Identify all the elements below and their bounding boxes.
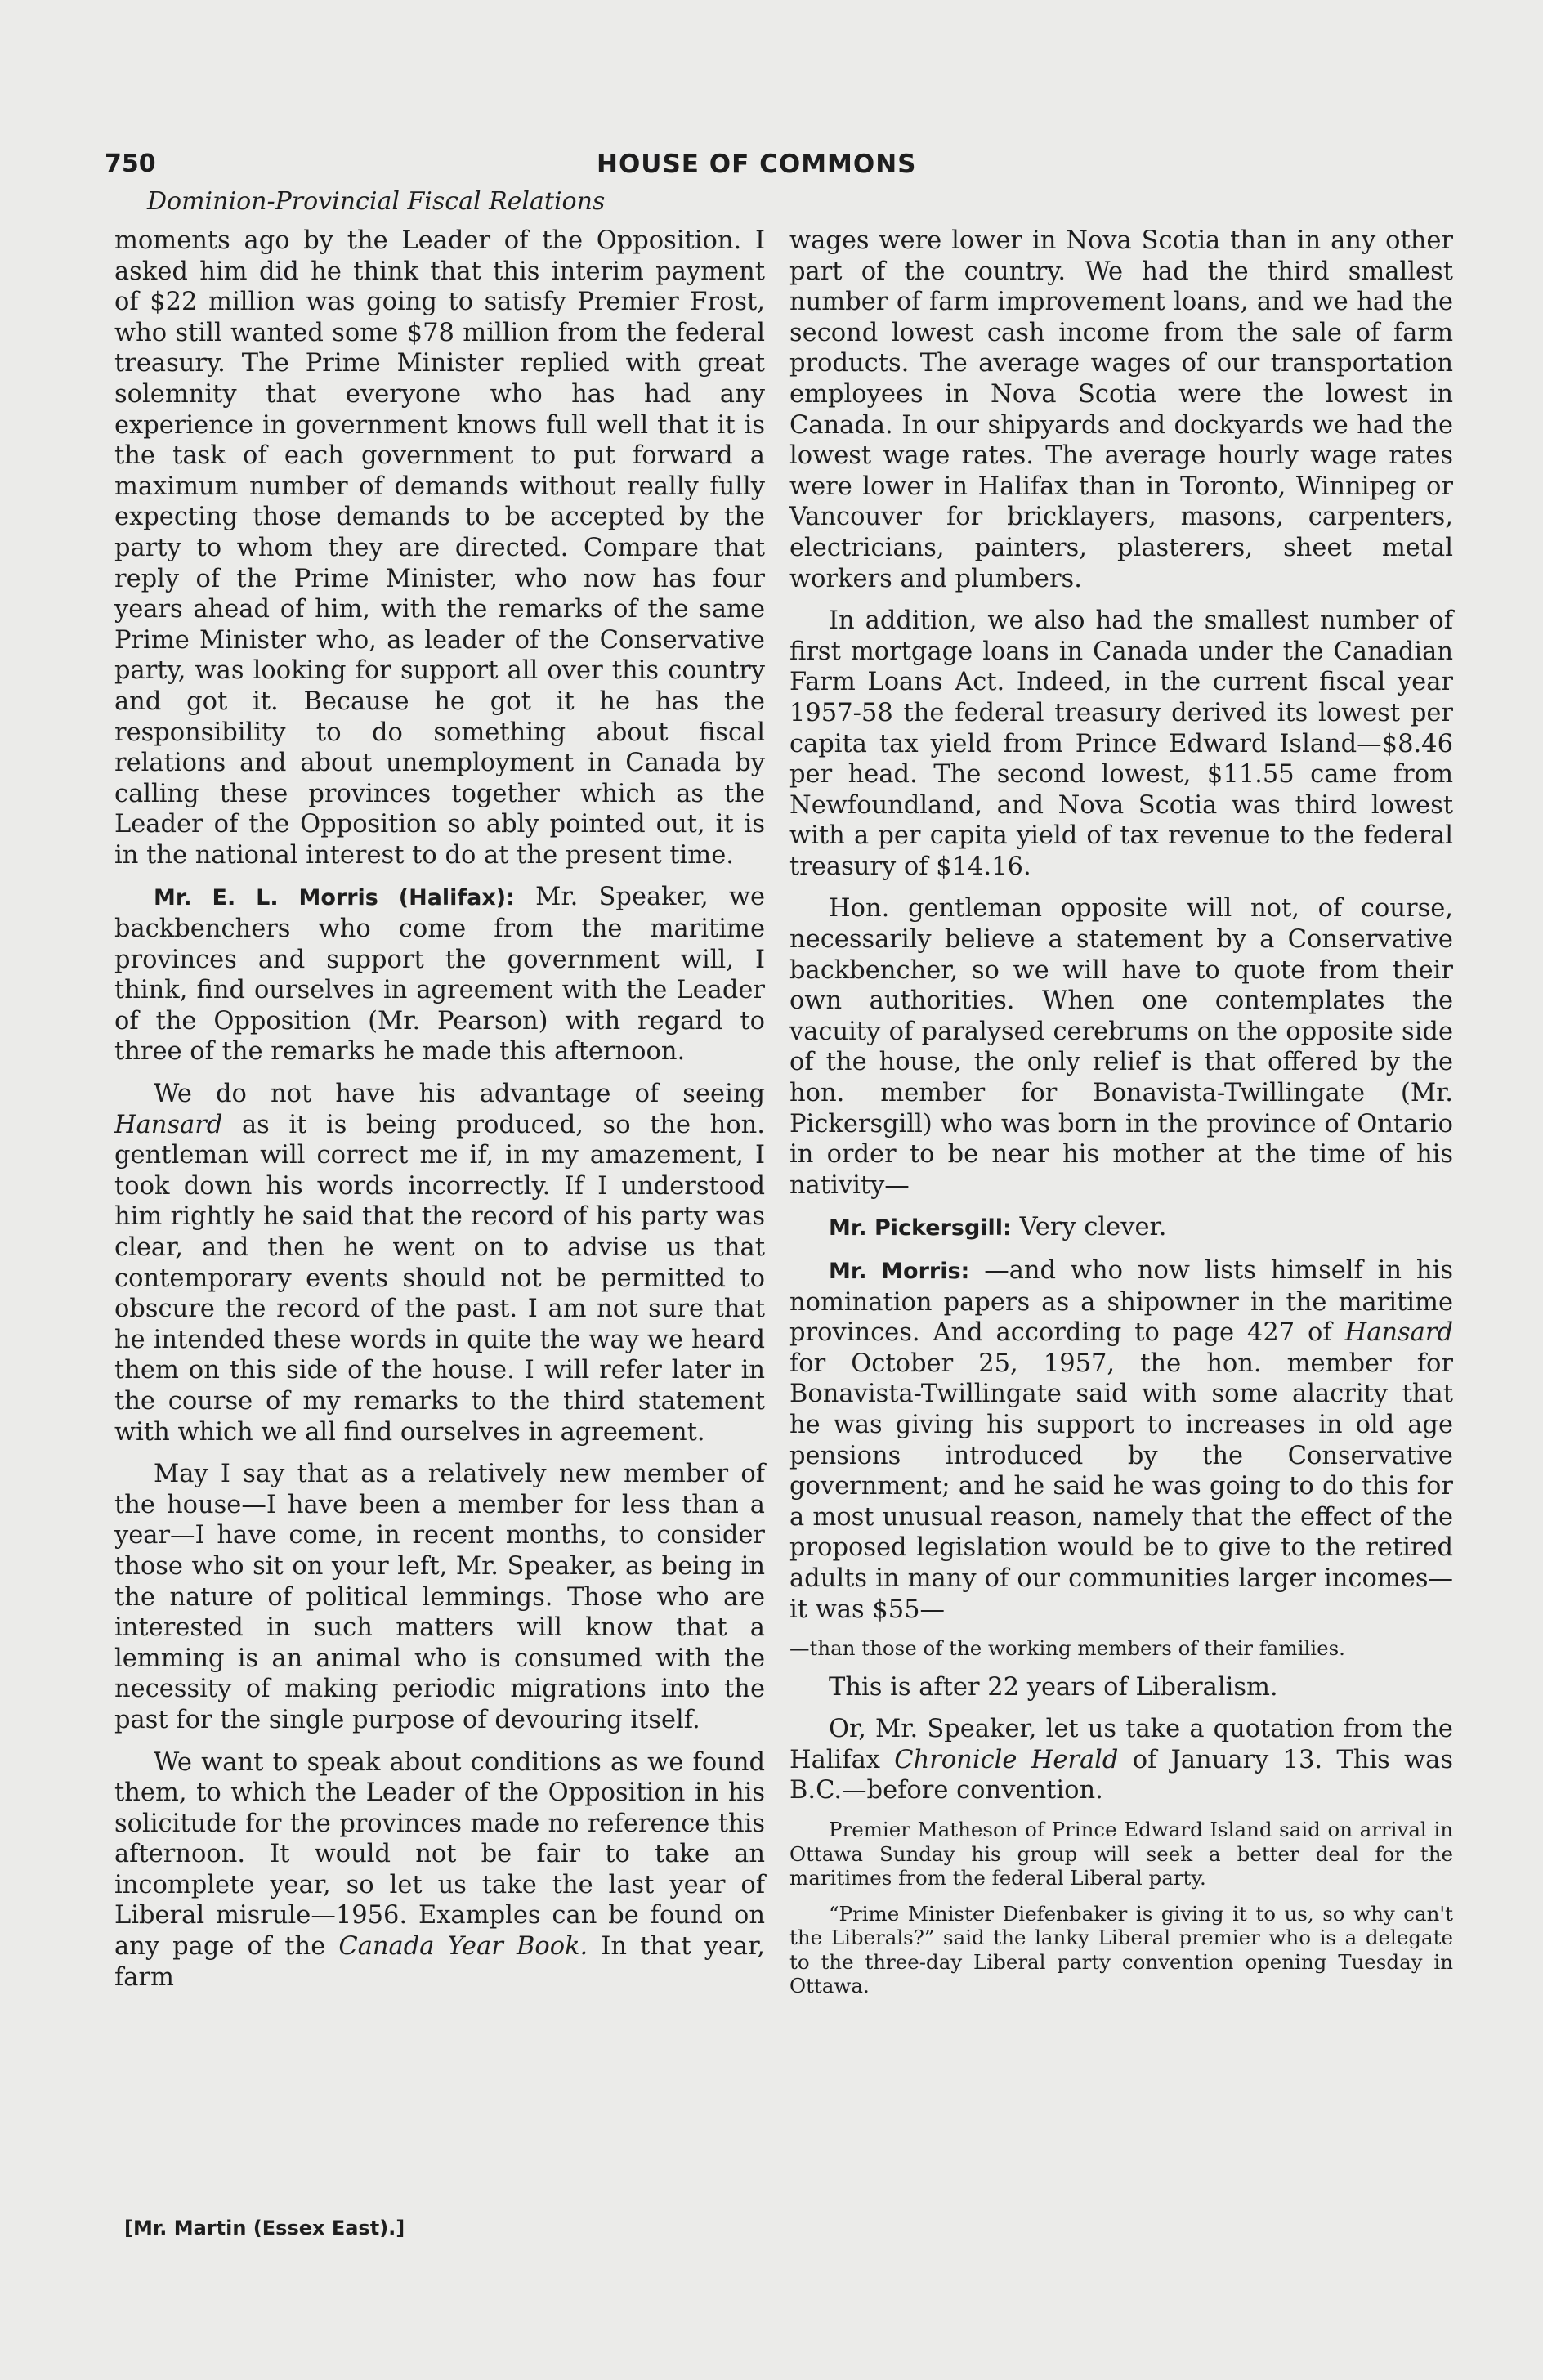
paragraph xyxy=(789,1212,1453,1244)
text-segment: as it is being produced, so the hon. gentleman will correct me if, in my amazement, I took down his words incorrectly. If I understood him rightly he said that the record of his party was clear, and then he went on to advise us that contemporary events should not be permitted to obscure the record of the past. I am not sure that he intended these words in quite the way we heard them on this side of the house. I will refer later in the course of my remarks to the third statement with which we all find ourselves in agreement. xyxy=(114,1110,765,1447)
speech-text: Very clever. xyxy=(1019,1213,1167,1242)
italic-title: Chronicle Herald xyxy=(894,1745,1119,1774)
text-segment: We do not have his advantage of seeing xyxy=(154,1080,765,1109)
text-segment: —and who now lists himself in his nomination papers as a shipowner in the maritime provinces. And according to page 427 of xyxy=(789,1256,1453,1348)
italic-title: Canada Year Book. xyxy=(338,1932,588,1962)
speaker-name: Mr. E. L. Morris (Halifax): xyxy=(154,885,515,911)
paragraph: In addition, we also had the smallest number of first mortgage loans in Canada under the Canadian Farm Loans Act. Indeed, in the current fiscal year 1957-58 the federal treasury derived its lowest per capita tax yield from Prince Edward Island—$8.46 per head. The second lowest, $11.55 came from Newfoundland, and Nova Scotia was third lowest with a per capita yield of tax revenue to the federal treasury of $14.16. xyxy=(789,606,1453,881)
paragraph: This is after 22 years of Liberalism. xyxy=(829,1672,1278,1702)
page-number: 750 xyxy=(105,150,156,178)
paragraph xyxy=(114,1079,765,1447)
speaker-footer-note: [Mr. Martin (Essex East).] xyxy=(124,2217,405,2239)
speaker-name: Mr. Pickersgill: xyxy=(829,1215,1012,1241)
paragraph xyxy=(789,1255,1453,1625)
text-segment: of January 13. This was B.C.—before convention. xyxy=(789,1745,1454,1805)
text-segment: We want to speak about conditions as we found them, to which the Leader of the Opposition in his solicitude for the provinces made no reference this afternoon. It would not be fair to take an incomplete year, so let us take the last year of Liberal misrule—1956. Examples can be found on any page of the xyxy=(114,1747,765,1962)
paragraph: wages were lower in Nova Scotia than in any other part of the country. We had the third smallest number of farm improvement loans, and we had the second lowest cash income from the sale of farm products. The average wages of our transportation employees in Nova Scotia were the lowest in Canada. In our shipyards and dockyards we had the lowest wage rates. The average hourly wage rates were lower in Halifax than in Toronto, Winnipeg or Vancouver for bricklayers, masons, carpenters, electricians, painters, plasterers, sheet metal workers and plumbers. xyxy=(789,226,1453,593)
italic-title: Hansard xyxy=(1344,1318,1453,1348)
left-column xyxy=(114,226,765,2004)
text-segment: In that year, farm xyxy=(114,1932,766,1992)
paragraph: Hon. gentleman opposite will not, of course, necessarily believe a statement by a Conservative backbencher, so we will have to quote from their own authorities. When one contemplates the vacuity of paralysed cerebrums on the opposite side of the house, the only relief is that offered by the hon. member for Bonavista-Twillingate (Mr. Pickersgill) who was born in the province of Ontario in order to be near his mother at the time of his nativity— xyxy=(789,894,1453,1200)
italic-title: Hansard xyxy=(114,1110,223,1139)
section-title: Dominion-Provincial Fiscal Relations xyxy=(147,187,606,216)
text-segment: for October 25, 1957, the hon. member for Bonavista-Twillingate said with some alacrity that he was giving his support to increases in old age pensions introduced by the Conservative government; and he said he was going to do this for a most unusual reason, namely that the effect of the proposed legislation would be to give to the retired adults in many of our communities larger incomes—it was $55— xyxy=(789,1349,1453,1624)
block-quote: —than those of the working members of their families. xyxy=(789,1636,1345,1661)
block-quote: Premier Matheson of Prince Edward Island said on arrival in Ottawa Sunday his group will seek a better deal for the maritimes from the federal Liberal party. xyxy=(789,1818,1453,1890)
paragraph xyxy=(114,1747,765,1993)
speaker-name: Mr. Morris: xyxy=(829,1259,970,1284)
text-segment: Or, Mr. Speaker, let us take a quotation from the Halifax xyxy=(789,1715,1453,1774)
running-head: HOUSE OF COMMONS xyxy=(597,150,917,179)
paragraph: moments ago by the Leader of the Opposition. I asked him did he think that this interim payment of $22 million was going to satisfy Premier Frost, who still wanted some $78 million from the federal treasury. The Prime Minister replied with great solemnity that everyone who has had any experience in government knows full well that it is the task of each government to put forward a maximum number of demands without really fully expecting those demands to be accepted by the party to whom they are directed. Compare that reply of the Prime Minister, who now has four years ahead of him, with the remarks of the same Prime Minister who, as leader of the Conservative party, was looking for support all over this country and got it. Because he got it he has the responsibility to do something about fiscal relations and about unemployment in Canada by calling these provinces together which as the Leader of the Opposition so ably pointed out, it is in the national interest to do at the present time. xyxy=(114,226,765,870)
paragraph: May I say that as a relatively new member of the house—I have been a member for less than a year—I have come, in recent months, to consider those who sit on your left, Mr. Speaker, as being in the nature of political lemmings. Those who are interested in such matters will know that a lemming is an animal who is consumed with the necessity of making periodic migrations into the past for the single purpose of devouring itself. xyxy=(114,1460,765,1734)
paragraph xyxy=(114,882,765,1067)
right-column xyxy=(789,226,1453,2010)
block-quote: “Prime Minister Diefenbaker is giving it to us, so why can't the Liberals?” said the lanky Liberal premier who is a delegate to the three-day Liberal party convention opening Tuesday in Ottawa. xyxy=(789,1901,1453,1998)
speech-text: Mr. Speaker, we backbenchers who come from the maritime provinces and support the government will, I think, find ourselves in agreement with the Leader of the Opposition (Mr. Pearson) with regard to three of the remarks he made this afternoon. xyxy=(114,883,765,1067)
paragraph xyxy=(789,1714,1453,1806)
